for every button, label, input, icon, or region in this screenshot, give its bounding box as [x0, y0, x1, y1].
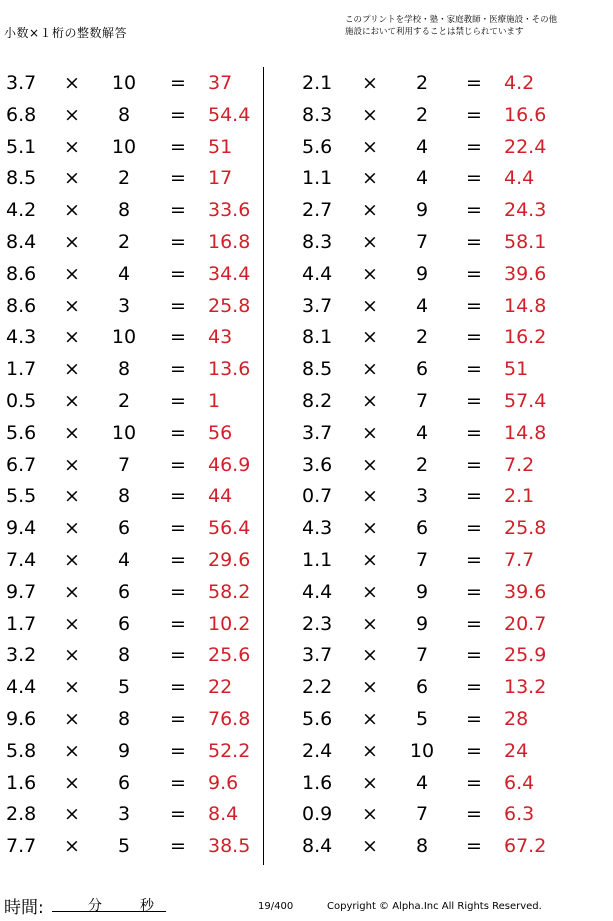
equals-sign: = [466, 739, 482, 762]
footer [0, 893, 613, 917]
equals-sign: = [170, 326, 186, 349]
multiplier: 6 [117, 517, 131, 540]
answer: 6.4 [504, 771, 535, 794]
times-sign: × [362, 389, 378, 412]
multiplier: 8 [117, 358, 131, 381]
times-sign: × [64, 835, 80, 858]
multiplicand: 1.6 [302, 771, 333, 794]
multiplicand: 5.1 [6, 135, 37, 158]
multiplicand: 8.4 [302, 835, 333, 858]
multiplicand: 1.7 [6, 612, 37, 635]
multiplicand: 9.4 [6, 517, 37, 540]
multiplicand: 2.7 [302, 199, 333, 222]
answer: 16.8 [208, 230, 251, 253]
equals-sign: = [170, 485, 186, 508]
answer: 38.5 [208, 835, 251, 858]
multiplicand: 0.9 [302, 803, 333, 826]
multiplicand: 7.7 [6, 835, 37, 858]
column-divider [263, 67, 264, 865]
equals-sign: = [466, 771, 482, 794]
answer: 7.7 [504, 548, 535, 571]
multiplier: 6 [117, 612, 131, 635]
times-sign: × [362, 676, 378, 699]
multiplier: 8 [117, 485, 131, 508]
answer: 25.8 [504, 517, 547, 540]
answer: 16.2 [504, 326, 547, 349]
equals-sign: = [466, 230, 482, 253]
answer: 56 [208, 421, 233, 444]
multiplier: 8 [117, 103, 131, 126]
times-sign: × [362, 230, 378, 253]
multiplicand: 6.8 [6, 103, 37, 126]
multiplier: 2 [415, 453, 429, 476]
seconds-label: 秒 [140, 898, 154, 914]
equals-sign: = [466, 72, 482, 94]
answer: 43 [208, 326, 233, 349]
equals-sign: = [466, 835, 482, 858]
times-sign: × [362, 421, 378, 444]
multiplicand: 4.4 [302, 580, 333, 603]
equals-sign: = [466, 358, 482, 381]
equals-sign: = [170, 739, 186, 762]
equals-sign: = [466, 485, 482, 508]
times-sign: × [362, 580, 378, 603]
multiplier: 4 [117, 548, 131, 571]
answer: 76.8 [208, 707, 251, 730]
times-sign: × [362, 453, 378, 476]
answer: 7.2 [504, 453, 535, 476]
multiplicand: 4.4 [302, 262, 333, 285]
times-sign: × [362, 803, 378, 826]
times-sign: × [64, 230, 80, 253]
times-sign: × [362, 167, 378, 190]
multiplier: 9 [117, 739, 131, 762]
answer: 22.4 [504, 135, 547, 158]
multiplier: 2 [117, 389, 131, 412]
multiplicand: 2.3 [302, 612, 333, 635]
times-sign: × [362, 103, 378, 126]
times-sign: × [64, 644, 80, 667]
answer: 52.2 [208, 739, 251, 762]
multiplier: 8 [117, 707, 131, 730]
multiplicand: 2.8 [6, 803, 37, 826]
multiplicand: 8.3 [302, 103, 333, 126]
times-sign: × [362, 199, 378, 222]
equals-sign: = [466, 199, 482, 222]
minutes-label: 分 [88, 898, 102, 914]
answer: 24.3 [504, 199, 547, 222]
usage-notice-line-1: このプリントを学校・塾・家庭教師・医療施設・その他 [345, 15, 558, 25]
equals-sign: = [170, 389, 186, 412]
answer: 44 [208, 485, 233, 508]
multiplicand: 5.5 [6, 485, 37, 508]
multiplicand: 9.7 [6, 580, 37, 603]
page-number: 19/400 [258, 901, 294, 912]
multiplier: 5 [117, 835, 131, 858]
multiplicand: 4.3 [6, 326, 37, 349]
equals-sign: = [466, 548, 482, 571]
equals-sign: = [466, 389, 482, 412]
multiplicand: 6.7 [6, 453, 37, 476]
multiplicand: 1.1 [302, 548, 333, 571]
times-sign: × [64, 707, 80, 730]
equals-sign: = [466, 803, 482, 826]
equals-sign: = [170, 707, 186, 730]
answer: 58.1 [504, 230, 547, 253]
multiplier: 2 [415, 103, 429, 126]
times-sign: × [362, 548, 378, 571]
multiplicand: 8.4 [6, 230, 37, 253]
equals-sign: = [170, 230, 186, 253]
multiplier: 4 [415, 294, 429, 317]
equals-sign: = [466, 612, 482, 635]
multiplicand: 2.2 [302, 676, 333, 699]
times-sign: × [64, 389, 80, 412]
times-sign: × [64, 517, 80, 540]
answer: 10.2 [208, 612, 251, 635]
equals-sign: = [170, 517, 186, 540]
multiplier: 9 [415, 580, 429, 603]
multiplicand: 3.2 [6, 644, 37, 667]
equals-sign: = [466, 421, 482, 444]
equals-sign: = [170, 644, 186, 667]
times-sign: × [362, 612, 378, 635]
multiplicand: 8.5 [302, 358, 333, 381]
times-sign: × [362, 326, 378, 349]
answer: 56.4 [208, 517, 251, 540]
answer: 6.3 [504, 803, 535, 826]
equals-sign: = [170, 771, 186, 794]
answer: 34.4 [208, 262, 251, 285]
time-label: 時間: [4, 898, 44, 918]
equals-sign: = [170, 167, 186, 190]
equals-sign: = [466, 580, 482, 603]
times-sign: × [64, 580, 80, 603]
multiplicand: 8.1 [302, 326, 333, 349]
times-sign: × [64, 612, 80, 635]
times-sign: × [362, 835, 378, 858]
multiplier: 7 [415, 644, 429, 667]
multiplicand: 0.7 [302, 485, 333, 508]
multiplicand: 8.3 [302, 230, 333, 253]
multiplier: 7 [415, 548, 429, 571]
equals-sign: = [170, 580, 186, 603]
equals-sign: = [170, 262, 186, 285]
equals-sign: = [170, 103, 186, 126]
multiplicand: 4.4 [6, 676, 37, 699]
multiplier: 9 [415, 199, 429, 222]
answer: 29.6 [208, 548, 251, 571]
multiplicand: 8.6 [6, 294, 37, 317]
equals-sign: = [466, 676, 482, 699]
equals-sign: = [466, 262, 482, 285]
times-sign: × [64, 676, 80, 699]
times-sign: × [64, 262, 80, 285]
multiplicand: 0.5 [6, 389, 37, 412]
times-sign: × [362, 294, 378, 317]
times-sign: × [362, 644, 378, 667]
times-sign: × [64, 167, 80, 190]
answer: 24 [504, 739, 529, 762]
multiplier: 10 [111, 135, 137, 158]
times-sign: × [64, 326, 80, 349]
multiplier: 6 [415, 358, 429, 381]
times-sign: × [64, 771, 80, 794]
equals-sign: = [170, 835, 186, 858]
times-sign: × [362, 135, 378, 158]
multiplier: 5 [117, 676, 131, 699]
multiplicand: 4.2 [6, 199, 37, 222]
answer: 25.6 [208, 644, 251, 667]
equals-sign: = [466, 517, 482, 540]
answer: 16.6 [504, 103, 547, 126]
times-sign: × [362, 707, 378, 730]
multiplicand: 1.7 [6, 358, 37, 381]
multiplicand: 3.7 [302, 421, 333, 444]
equals-sign: = [170, 72, 186, 94]
times-sign: × [64, 199, 80, 222]
usage-notice [345, 14, 605, 38]
times-sign: × [362, 485, 378, 508]
equals-sign: = [170, 199, 186, 222]
answer: 22 [208, 676, 233, 699]
multiplier: 9 [415, 262, 429, 285]
equals-sign: = [170, 294, 186, 317]
answer: 17 [208, 167, 233, 190]
answer: 46.9 [208, 453, 251, 476]
multiplier: 6 [415, 517, 429, 540]
multiplicand: 1.1 [302, 167, 333, 190]
answer: 1 [208, 389, 221, 412]
multiplicand: 5.8 [6, 739, 37, 762]
times-sign: × [362, 72, 378, 94]
answer: 33.6 [208, 199, 251, 222]
usage-notice-line-2: 施設において利用することは禁じられています [345, 27, 524, 37]
multiplier: 3 [415, 485, 429, 508]
times-sign: × [64, 421, 80, 444]
times-sign: × [64, 485, 80, 508]
multiplier: 10 [111, 421, 137, 444]
answer: 37 [208, 72, 233, 94]
multiplier: 10 [111, 326, 137, 349]
times-sign: × [64, 453, 80, 476]
multiplier: 4 [415, 135, 429, 158]
equals-sign: = [466, 453, 482, 476]
equals-sign: = [170, 803, 186, 826]
multiplier: 7 [415, 389, 429, 412]
answer: 28 [504, 707, 529, 730]
multiplier: 5 [415, 707, 429, 730]
answer: 57.4 [504, 389, 547, 412]
answer: 51 [208, 135, 233, 158]
multiplicand: 8.5 [6, 167, 37, 190]
equals-sign: = [466, 326, 482, 349]
times-sign: × [64, 358, 80, 381]
multiplier: 4 [415, 167, 429, 190]
multiplicand: 7.4 [6, 548, 37, 571]
multiplier: 4 [415, 771, 429, 794]
equals-sign: = [170, 453, 186, 476]
multiplier: 8 [117, 199, 131, 222]
multiplicand: 2.1 [302, 72, 333, 94]
multiplicand: 1.6 [6, 771, 37, 794]
answer: 13.6 [208, 358, 251, 381]
multiplier: 2 [415, 326, 429, 349]
multiplicand: 3.7 [6, 72, 37, 94]
multiplicand: 2.4 [302, 739, 333, 762]
equals-sign: = [466, 294, 482, 317]
equals-sign: = [170, 135, 186, 158]
equals-sign: = [466, 707, 482, 730]
answer: 25.8 [208, 294, 251, 317]
answer: 2.1 [504, 485, 535, 508]
multiplier: 7 [415, 803, 429, 826]
times-sign: × [64, 72, 80, 94]
multiplier: 2 [415, 72, 429, 94]
times-sign: × [64, 103, 80, 126]
times-sign: × [362, 771, 378, 794]
answer: 58.2 [208, 580, 251, 603]
multiplier: 9 [415, 612, 429, 635]
multiplier: 7 [415, 230, 429, 253]
multiplier: 2 [117, 167, 131, 190]
equals-sign: = [170, 421, 186, 444]
multiplicand: 5.6 [302, 135, 333, 158]
multiplier: 2 [117, 230, 131, 253]
multiplier: 10 [111, 72, 137, 94]
answer: 4.4 [504, 167, 535, 190]
multiplicand: 8.2 [302, 389, 333, 412]
answer: 14.8 [504, 294, 547, 317]
multiplier: 10 [409, 739, 435, 762]
multiplier: 3 [117, 803, 131, 826]
times-sign: × [64, 548, 80, 571]
multiplier: 6 [117, 580, 131, 603]
answer: 4.2 [504, 72, 535, 94]
equals-sign: = [466, 103, 482, 126]
equals-sign: = [170, 358, 186, 381]
multiplicand: 9.6 [6, 707, 37, 730]
equals-sign: = [466, 167, 482, 190]
multiplicand: 3.7 [302, 644, 333, 667]
answer: 14.8 [504, 421, 547, 444]
answer: 39.6 [504, 580, 547, 603]
multiplicand: 5.6 [6, 421, 37, 444]
times-sign: × [64, 135, 80, 158]
equals-sign: = [466, 644, 482, 667]
answer: 25.9 [504, 644, 547, 667]
answer: 67.2 [504, 835, 547, 858]
multiplier: 6 [117, 771, 131, 794]
times-sign: × [64, 803, 80, 826]
worksheet-title: 小数×１桁の整数解答 [4, 26, 128, 40]
answer: 13.2 [504, 676, 547, 699]
answer: 20.7 [504, 612, 547, 635]
equals-sign: = [170, 676, 186, 699]
multiplier: 8 [415, 835, 429, 858]
times-sign: × [64, 294, 80, 317]
times-sign: × [362, 739, 378, 762]
answer: 9.6 [208, 771, 239, 794]
answer: 51 [504, 358, 529, 381]
multiplicand: 3.6 [302, 453, 333, 476]
equals-sign: = [170, 548, 186, 571]
copyright-notice: Copyright © Alpha.Inc All Rights Reserved. [327, 901, 542, 912]
equals-sign: = [170, 612, 186, 635]
equals-sign: = [466, 135, 482, 158]
multiplier: 3 [117, 294, 131, 317]
multiplier: 4 [117, 262, 131, 285]
multiplicand: 4.3 [302, 517, 333, 540]
times-sign: × [362, 358, 378, 381]
multiplicand: 3.7 [302, 294, 333, 317]
times-sign: × [64, 739, 80, 762]
multiplier: 7 [117, 453, 131, 476]
multiplier: 6 [415, 676, 429, 699]
times-sign: × [362, 262, 378, 285]
answer: 54.4 [208, 103, 251, 126]
answer: 39.6 [504, 262, 547, 285]
multiplicand: 5.6 [302, 707, 333, 730]
answer: 8.4 [208, 803, 239, 826]
multiplier: 8 [117, 644, 131, 667]
multiplier: 4 [415, 421, 429, 444]
multiplicand: 8.6 [6, 262, 37, 285]
times-sign: × [362, 517, 378, 540]
